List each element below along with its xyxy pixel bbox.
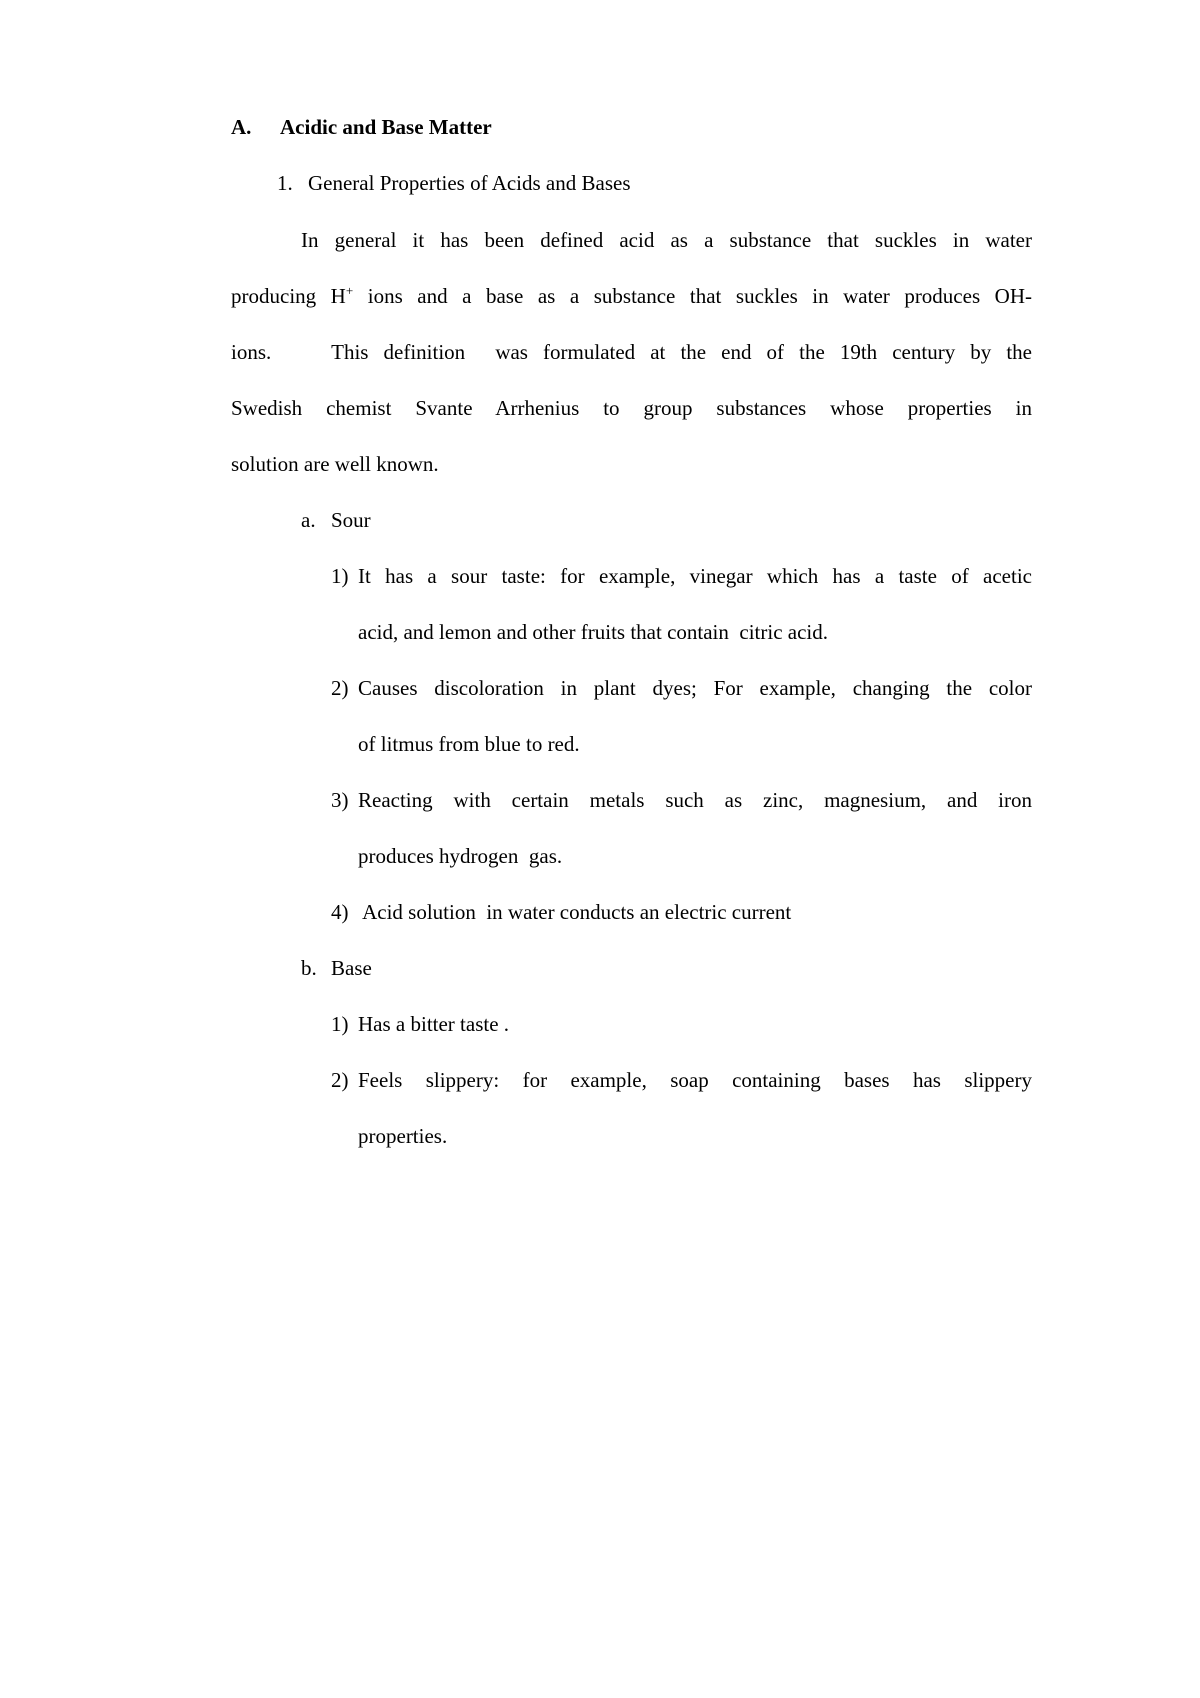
section-title: Acidic and Base Matter [280, 115, 492, 139]
base-item-1-line-1: Has a bitter taste . [358, 1012, 510, 1036]
acid-item-3-line-2: produces hydrogen gas. [358, 844, 563, 868]
base-label: Base [331, 956, 372, 980]
acid-item-1-line-1: It has a sour taste: for example, vinegar which has a taste of acetic [358, 564, 1032, 588]
acid-item-3-line-1: Reacting with certain metals such as zinc, magnesium, and iron [358, 788, 1032, 812]
base-item-2-line-2: properties. [358, 1124, 448, 1148]
intro-line-3: ions. This definition was formulated at the end of the 19th century by the [231, 340, 1032, 364]
section-letter: A. [231, 115, 252, 139]
intro-line-4: Swedish chemist Svante Arrhenius to group substances whose properties in [231, 396, 1032, 420]
base-item-1-marker: 1) [331, 1012, 349, 1036]
acid-item-1-marker: 1) [331, 564, 349, 588]
intro-line-2-b: ions and a base as a substance that suckles in water produces OH- [353, 284, 1032, 308]
acid-item-1-line-2: acid, and lemon and other fruits that contain citric acid. [358, 620, 828, 644]
acid-item-3-marker: 3) [331, 788, 349, 812]
acid-label: Sour [331, 508, 371, 532]
base-item-2-line-1: Feels slippery: for example, soap containing bases has slippery [358, 1068, 1032, 1092]
acid-item-4-line-1: Acid solution in water conducts an electric current [358, 900, 792, 924]
intro-superscript: + [345, 283, 354, 298]
acid-marker: a. [301, 508, 316, 532]
intro-line-5: solution are well known. [231, 452, 439, 476]
base-item-2-marker: 2) [331, 1068, 349, 1092]
intro-line-2-a: producing H [231, 284, 346, 308]
intro-line-2 [231, 281, 1032, 311]
acid-item-2-line-1: Causes discoloration in plant dyes; For example, changing the color [358, 676, 1032, 700]
intro-line-1: In general it has been defined acid as a substance that suckles in water [301, 228, 1032, 252]
base-marker: b. [301, 956, 317, 980]
subsection-title: General Properties of Acids and Bases [308, 171, 631, 195]
acid-item-2-line-2: of litmus from blue to red. [358, 732, 580, 756]
subsection-number: 1. [277, 171, 293, 195]
acid-item-2-marker: 2) [331, 676, 349, 700]
acid-item-4-marker: 4) [331, 900, 349, 924]
